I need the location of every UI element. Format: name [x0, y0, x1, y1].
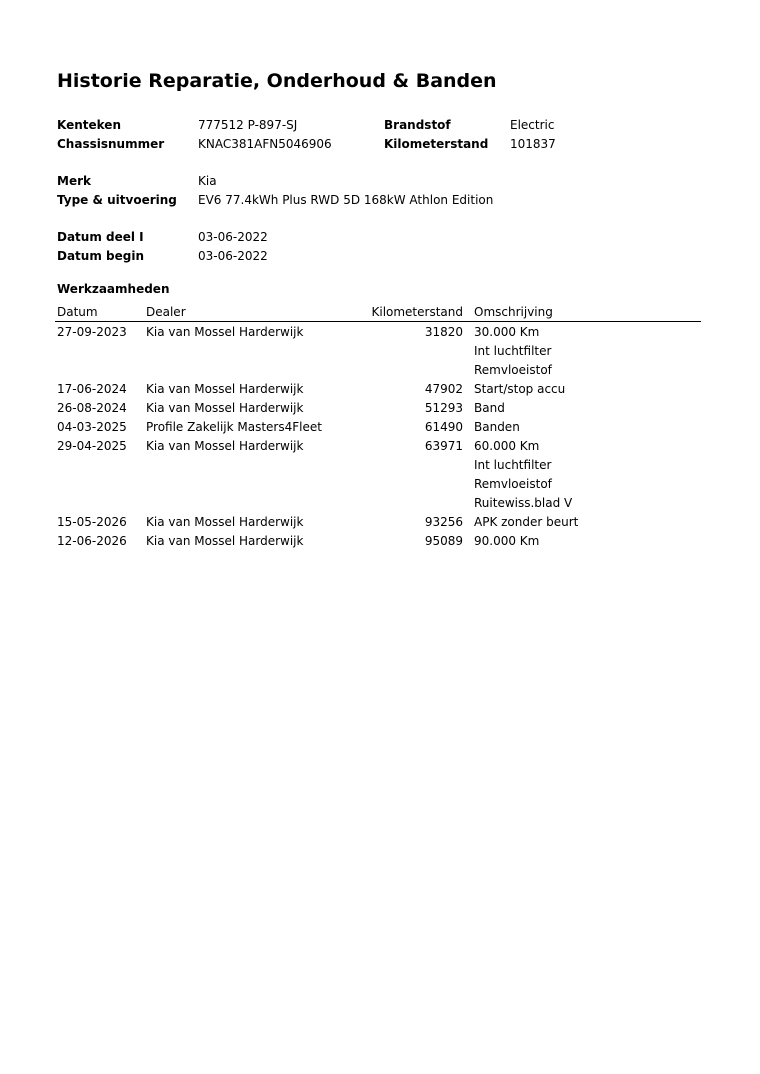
table-row — [0, 494, 760, 513]
kilometerstand-value: 101837 — [510, 137, 556, 151]
datum-begin-value: 03-06-2022 — [198, 249, 268, 263]
row-dealer: Profile Zakelijk Masters4Fleet — [146, 420, 322, 434]
kenteken-label: Kenteken — [57, 118, 121, 132]
column-header-kilometerstand: Kilometerstand — [371, 305, 463, 319]
row-dealer: Kia van Mossel Harderwijk — [146, 401, 304, 415]
work-table — [0, 323, 760, 551]
row-omschrijving: Banden — [474, 420, 520, 434]
datum-begin-label: Datum begin — [57, 249, 144, 263]
row-omschrijving: Band — [474, 401, 505, 415]
chassis-value: KNAC381AFN5046906 — [198, 137, 332, 151]
row-date: 17-06-2024 — [57, 382, 127, 396]
row-omschrijving: Int luchtfilter — [474, 458, 552, 472]
row-kilometerstand: 63971 — [424, 439, 463, 453]
row-date: 04-03-2025 — [57, 420, 127, 434]
column-header-omschrijving: Omschrijving — [474, 305, 553, 319]
row-kilometerstand: 93256 — [424, 515, 463, 529]
row-dealer: Kia van Mossel Harderwijk — [146, 534, 304, 548]
row-date: 12-06-2026 — [57, 534, 127, 548]
type-value: EV6 77.4kWh Plus RWD 5D 168kW Athlon Edition — [198, 193, 494, 207]
row-omschrijving: Remvloeistof — [474, 363, 552, 377]
row-omschrijving: Int luchtfilter — [474, 344, 552, 358]
table-row — [0, 475, 760, 494]
brandstof-value: Electric — [510, 118, 555, 132]
row-omschrijving: 30.000 Km — [474, 325, 540, 339]
row-dealer: Kia van Mossel Harderwijk — [146, 439, 304, 453]
table-row — [0, 513, 760, 532]
table-row — [0, 342, 760, 361]
row-kilometerstand: 95089 — [424, 534, 463, 548]
column-header-datum: Datum — [57, 305, 98, 319]
row-kilometerstand: 31820 — [424, 325, 463, 339]
chassis-label: Chassisnummer — [57, 137, 165, 151]
row-dealer: Kia van Mossel Harderwijk — [146, 325, 304, 339]
row-kilometerstand: 51293 — [424, 401, 463, 415]
column-header-dealer: Dealer — [146, 305, 186, 319]
row-kilometerstand: 47902 — [424, 382, 463, 396]
kilometerstand-label: Kilometerstand — [384, 137, 489, 151]
table-row — [0, 361, 760, 380]
row-date: 27-09-2023 — [57, 325, 127, 339]
table-row — [0, 532, 760, 551]
table-row — [0, 399, 760, 418]
row-date: 26-08-2024 — [57, 401, 127, 415]
merk-value: Kia — [198, 174, 217, 188]
row-date: 29-04-2025 — [57, 439, 127, 453]
row-date: 15-05-2026 — [57, 515, 127, 529]
table-row — [0, 380, 760, 399]
werkzaamheden-title: Werkzaamheden — [57, 282, 170, 296]
datum-deel-value: 03-06-2022 — [198, 230, 268, 244]
row-omschrijving: Ruitewiss.blad V — [474, 496, 573, 510]
row-dealer: Kia van Mossel Harderwijk — [146, 515, 304, 529]
page-title: Historie Reparatie, Onderhoud & Banden — [57, 70, 497, 92]
merk-label: Merk — [57, 174, 91, 188]
row-omschrijving: 90.000 Km — [474, 534, 540, 548]
datum-deel-label: Datum deel I — [57, 230, 144, 244]
table-row — [0, 456, 760, 475]
row-omschrijving: APK zonder beurt — [474, 515, 579, 529]
kenteken-value: 777512 P-897-SJ — [198, 118, 298, 132]
row-omschrijving: 60.000 Km — [474, 439, 540, 453]
table-row — [0, 323, 760, 342]
row-dealer: Kia van Mossel Harderwijk — [146, 382, 304, 396]
row-kilometerstand: 61490 — [424, 420, 463, 434]
brandstof-label: Brandstof — [384, 118, 451, 132]
header-divider — [55, 321, 701, 322]
table-row — [0, 437, 760, 456]
type-label: Type & uitvoering — [57, 193, 177, 207]
row-omschrijving: Remvloeistof — [474, 477, 552, 491]
table-row — [0, 418, 760, 437]
row-omschrijving: Start/stop accu — [474, 382, 566, 396]
